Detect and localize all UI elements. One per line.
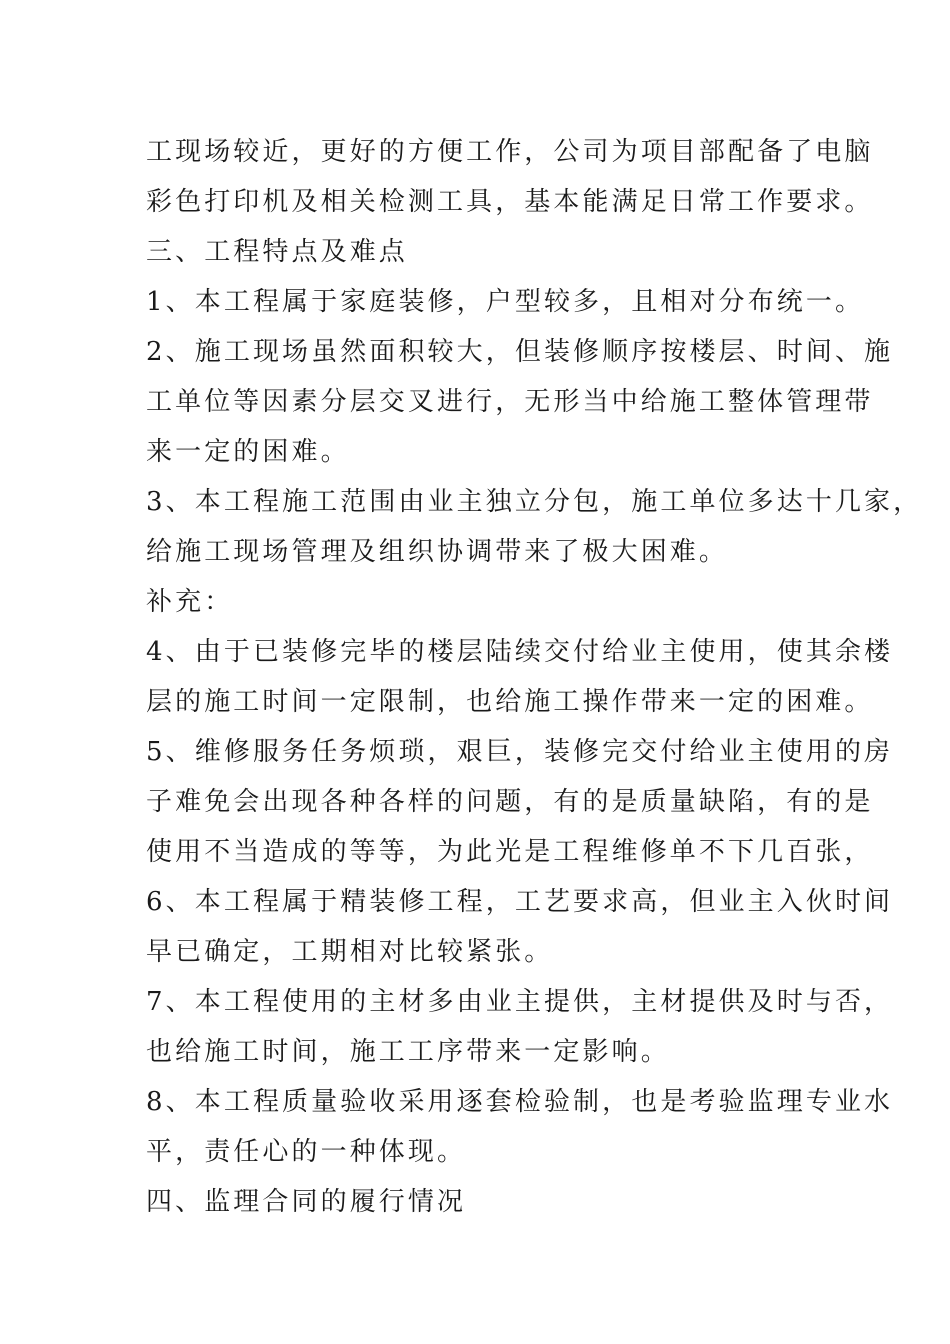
- text-line: 层的施工时间一定限制，也给施工操作带来一定的困难。: [146, 687, 874, 717]
- text-line: 早已确定，工期相对比较紧张。: [146, 937, 554, 967]
- text-line: 也给施工时间，施工工序带来一定影响。: [146, 1037, 670, 1067]
- text-line: 工现场较近，更好的方便工作，公司为项目部配备了电脑: [146, 137, 874, 167]
- text-line: 来一定的困难。: [146, 437, 350, 467]
- text-line: 4、由于已装修完毕的楼层陆续交付给业主使用，使其余楼: [146, 637, 894, 667]
- text-line: 使用不当造成的等等，为此光是工程维修单不下几百张，: [146, 837, 874, 867]
- text-line: 8、本工程质量验收采用逐套检验制，也是考验监理专业水: [146, 1087, 894, 1117]
- text-line: 1、本工程属于家庭装修，户型较多，且相对分布统一。: [146, 287, 865, 317]
- text-line: 2、施工现场虽然面积较大，但装修顺序按楼层、时间、施: [146, 337, 894, 367]
- text-line: 7、本工程使用的主材多由业主提供，主材提供及时与否，: [146, 987, 894, 1017]
- text-line: 6、本工程属于精装修工程，工艺要求高，但业主入伙时间: [146, 887, 894, 917]
- text-line: 3、本工程施工范围由业主独立分包，施工单位多达十几家，: [146, 487, 923, 517]
- text-line: 给施工现场管理及组织协调带来了极大困难。: [146, 537, 729, 567]
- text-line: 子难免会出现各种各样的问题，有的是质量缺陷，有的是: [146, 787, 874, 817]
- text-line: 5、维修服务任务烦琐，艰巨，装修完交付给业主使用的房: [146, 737, 894, 767]
- text-line: 彩色打印机及相关检测工具，基本能满足日常工作要求。: [146, 187, 874, 217]
- text-line: 工单位等因素分层交叉进行，无形当中给施工整体管理带: [146, 387, 874, 417]
- text-line: 平，责任心的一种体现。: [146, 1137, 467, 1167]
- section-heading: 三、工程特点及难点: [146, 237, 408, 267]
- text-line: 补充：: [146, 587, 234, 617]
- section-heading: 四、监理合同的履行情况: [146, 1187, 467, 1217]
